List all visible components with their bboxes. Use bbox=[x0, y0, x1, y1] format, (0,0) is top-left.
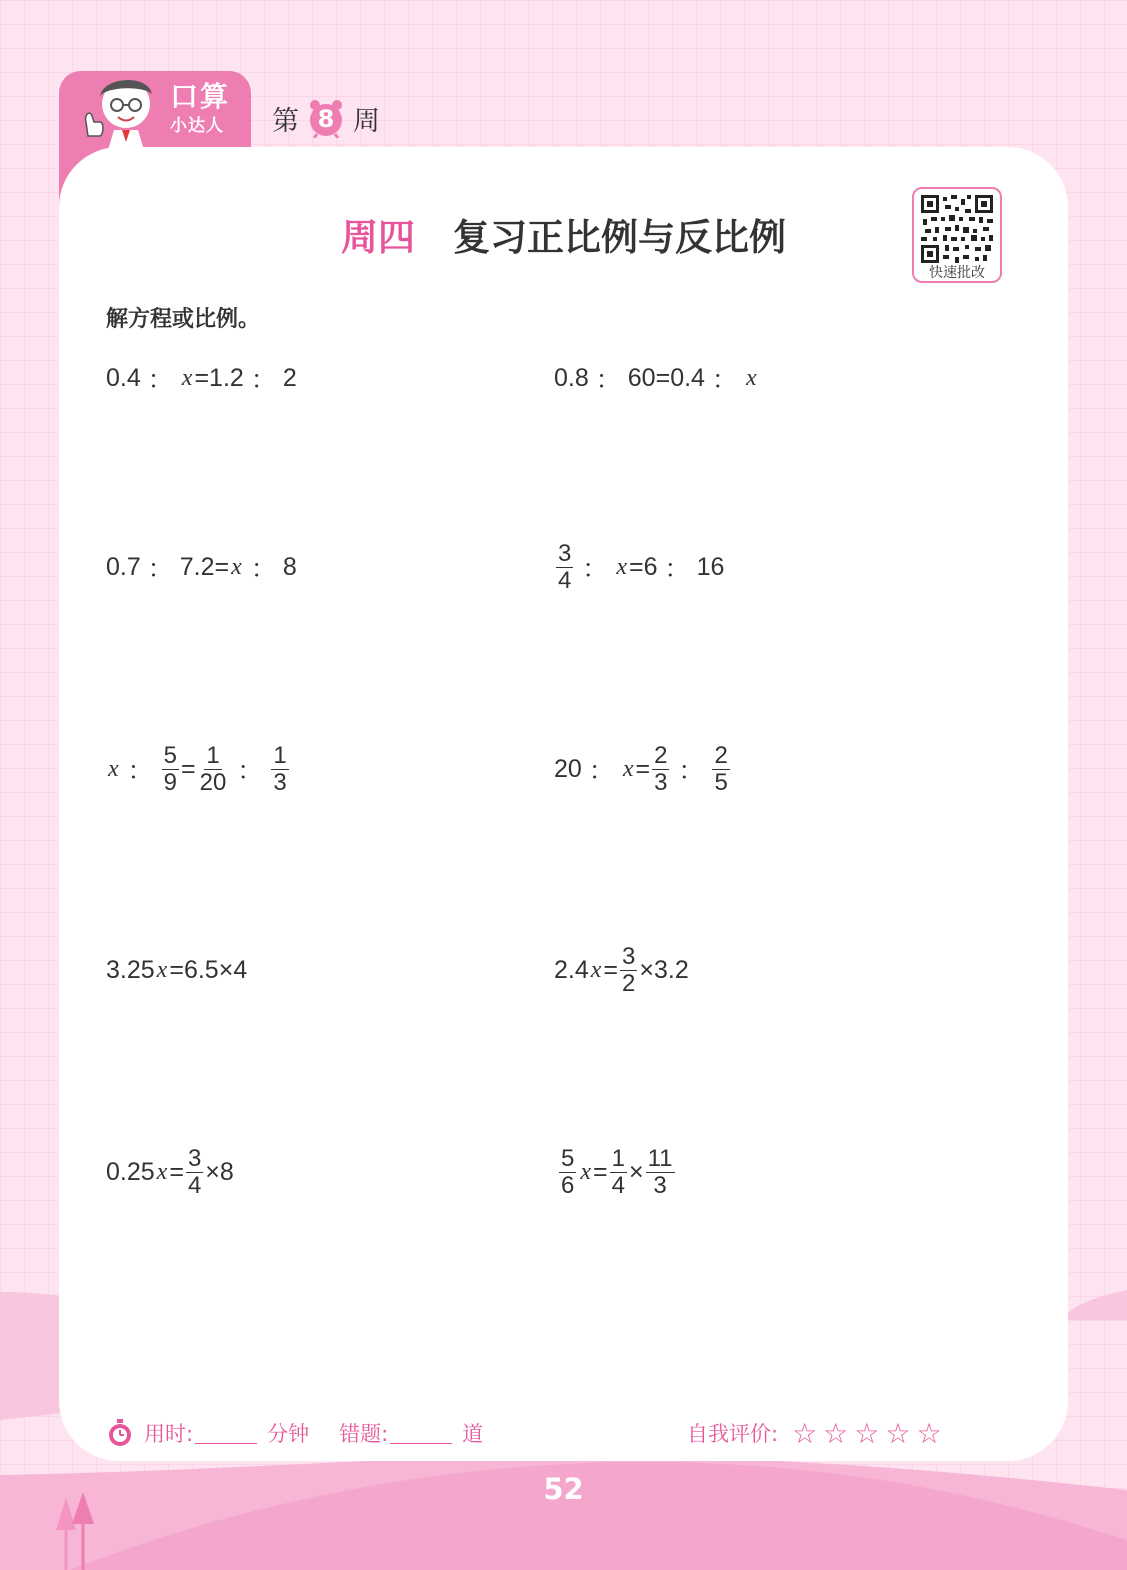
equation-8 bbox=[554, 940, 689, 1000]
eq3-b: 7.2 bbox=[179, 552, 215, 581]
eq6-equals: = bbox=[635, 754, 651, 783]
eq8-equals: = bbox=[603, 955, 619, 984]
footer-self-evaluation bbox=[687, 1416, 948, 1450]
eq10-f1-num: 5 bbox=[561, 1144, 575, 1172]
eq3-equals: = bbox=[214, 552, 230, 581]
eq4-den: 4 bbox=[558, 566, 572, 594]
time-label: 用时: bbox=[144, 1422, 194, 1446]
eq7-b: 6.5 bbox=[183, 955, 219, 984]
eq2-c: 0.4 bbox=[670, 363, 705, 392]
eq4-fraction bbox=[556, 541, 573, 594]
equation-3 bbox=[106, 537, 297, 597]
eq5-colon-2: ： bbox=[237, 757, 263, 785]
eq3-var: x bbox=[231, 553, 242, 580]
errors-blank[interactable] bbox=[390, 1423, 452, 1444]
eq6-f2-num: 2 bbox=[714, 741, 728, 769]
eq7-times: × bbox=[218, 955, 234, 984]
corner-decoration bbox=[52, 1492, 102, 1570]
equation-1 bbox=[106, 348, 297, 408]
eq4-colon-2: ： bbox=[664, 555, 690, 583]
week-indicator bbox=[272, 96, 380, 140]
eq7-var: x bbox=[156, 956, 168, 983]
eq10-f2-num: 1 bbox=[611, 1144, 625, 1172]
eq4-colon-1: ： bbox=[582, 555, 608, 583]
footer-time-errors bbox=[106, 1416, 483, 1450]
eq7-c: 4 bbox=[233, 955, 248, 984]
eq10-fraction-1 bbox=[559, 1146, 576, 1199]
eq10-fraction-3 bbox=[646, 1146, 675, 1199]
eq6-f2-den: 5 bbox=[714, 768, 728, 796]
eq6-colon-2: ： bbox=[678, 757, 704, 785]
eq2-var: x bbox=[745, 364, 757, 391]
errors-unit: 道 bbox=[462, 1422, 484, 1446]
qr-code-box[interactable] bbox=[912, 187, 1002, 283]
eq10-times: × bbox=[628, 1157, 644, 1186]
mascot-illustration bbox=[78, 72, 170, 150]
eq4-var: x bbox=[616, 553, 628, 580]
eq3-colon-2: ： bbox=[250, 555, 276, 583]
equation-6 bbox=[554, 739, 732, 799]
time-blank[interactable] bbox=[195, 1423, 257, 1444]
eq5-equals: = bbox=[181, 754, 196, 783]
eq1-var: x bbox=[181, 364, 193, 391]
eq5-fraction-3 bbox=[271, 743, 288, 796]
eq5-f1-num: 5 bbox=[163, 741, 178, 769]
time-unit: 分钟 bbox=[267, 1422, 310, 1446]
eq5-f2-den: 20 bbox=[199, 768, 227, 796]
qr-code-icon bbox=[921, 195, 993, 263]
eq8-coef: 2.4 bbox=[554, 955, 589, 984]
week-suffix: 周 bbox=[353, 105, 380, 137]
eq8-times: × bbox=[639, 955, 654, 984]
eq6-fraction-2 bbox=[712, 743, 729, 796]
eq5-f3-den: 3 bbox=[273, 768, 287, 796]
worksheet-card bbox=[59, 147, 1068, 1461]
eq9-den: 4 bbox=[187, 1171, 202, 1199]
eq2-a: 0.8 bbox=[554, 363, 589, 392]
equation-10 bbox=[557, 1142, 677, 1202]
eq8-fraction bbox=[620, 944, 637, 997]
eq3-a: 0.7 bbox=[106, 552, 141, 581]
eq1-equals: = bbox=[194, 363, 210, 392]
qr-label: 快速批改 bbox=[929, 265, 985, 281]
eq10-fraction-2 bbox=[610, 1146, 627, 1199]
eq10-f3-num: 11 bbox=[647, 1144, 673, 1172]
eq9-times: × bbox=[205, 1157, 220, 1186]
eq3-c: 8 bbox=[282, 552, 297, 581]
tab-title: 口算 bbox=[170, 80, 231, 113]
instruction: 解方程或比例。 bbox=[106, 307, 261, 332]
eq9-coef: 0.25 bbox=[106, 1157, 155, 1186]
eq8-var: x bbox=[590, 956, 602, 983]
eq10-f3-den: 3 bbox=[653, 1171, 667, 1199]
eq7-equals: = bbox=[169, 955, 184, 984]
equation-2 bbox=[554, 348, 759, 408]
eq5-f1-den: 9 bbox=[163, 768, 178, 796]
eq5-fraction-1 bbox=[162, 743, 179, 796]
eq2-equals: = bbox=[655, 363, 671, 392]
eq2-colon-1: ： bbox=[595, 366, 621, 394]
eq4-c: 16 bbox=[696, 552, 725, 581]
eq10-f2-den: 4 bbox=[611, 1171, 625, 1199]
eq10-var: x bbox=[580, 1158, 592, 1185]
eq4-b: 6 bbox=[643, 552, 658, 581]
eq9-var: x bbox=[156, 1158, 168, 1185]
eq6-colon-1: ： bbox=[588, 757, 614, 785]
stopwatch-icon bbox=[106, 1419, 134, 1447]
eq3-colon-1: ： bbox=[147, 555, 173, 583]
title-day: 周四 bbox=[341, 216, 415, 259]
equation-4 bbox=[554, 537, 724, 597]
week-number: 8 bbox=[317, 105, 335, 133]
eq6-var: x bbox=[622, 755, 634, 782]
eq5-colon-1: ： bbox=[127, 757, 153, 785]
eq1-colon-1: ： bbox=[147, 366, 173, 394]
eq5-var: x bbox=[108, 755, 119, 782]
equation-7 bbox=[106, 940, 247, 1000]
equation-5 bbox=[106, 739, 291, 799]
eq9-c: 8 bbox=[219, 1157, 234, 1186]
eq6-fraction-1 bbox=[652, 743, 669, 796]
title-topic: 复习正比例与反比例 bbox=[453, 216, 786, 259]
eq4-num: 3 bbox=[558, 539, 572, 567]
eq1-b: 1.2 bbox=[209, 363, 244, 392]
eq8-c: 3.2 bbox=[654, 955, 689, 984]
rating-stars[interactable]: ☆☆☆☆☆ bbox=[792, 1416, 948, 1450]
eq9-equals: = bbox=[169, 1157, 184, 1186]
eq5-fraction-2 bbox=[198, 743, 229, 796]
eq6-f1-num: 2 bbox=[654, 741, 668, 769]
week-prefix: 第 bbox=[272, 105, 299, 137]
eq6-f1-den: 3 bbox=[654, 768, 668, 796]
week-number-badge bbox=[308, 98, 344, 138]
eq2-colon-2: ： bbox=[711, 366, 737, 394]
eq5-f3-num: 1 bbox=[273, 741, 287, 769]
eq1-c: 2 bbox=[282, 363, 297, 392]
errors-label: 错题: bbox=[339, 1422, 389, 1446]
eq9-num: 3 bbox=[187, 1144, 202, 1172]
page-number: 52 bbox=[543, 1472, 584, 1506]
eq1-a: 0.4 bbox=[106, 363, 141, 392]
eq8-den: 2 bbox=[622, 969, 636, 997]
eq9-fraction bbox=[186, 1146, 203, 1199]
equation-9 bbox=[106, 1142, 234, 1202]
eq6-a: 20 bbox=[554, 754, 582, 783]
eq10-f1-den: 6 bbox=[561, 1171, 575, 1199]
tab-subtitle: 小达人 bbox=[170, 116, 224, 136]
eq2-b: 60 bbox=[627, 363, 656, 392]
eq5-f2-num: 1 bbox=[206, 741, 220, 769]
eq1-colon-2: ： bbox=[250, 366, 276, 394]
eq4-equals: = bbox=[629, 552, 644, 581]
eq10-equals: = bbox=[593, 1157, 608, 1186]
self-eval-label: 自我评价: bbox=[687, 1422, 779, 1446]
eq7-coef: 3.25 bbox=[106, 955, 155, 984]
eq8-num: 3 bbox=[622, 942, 636, 970]
